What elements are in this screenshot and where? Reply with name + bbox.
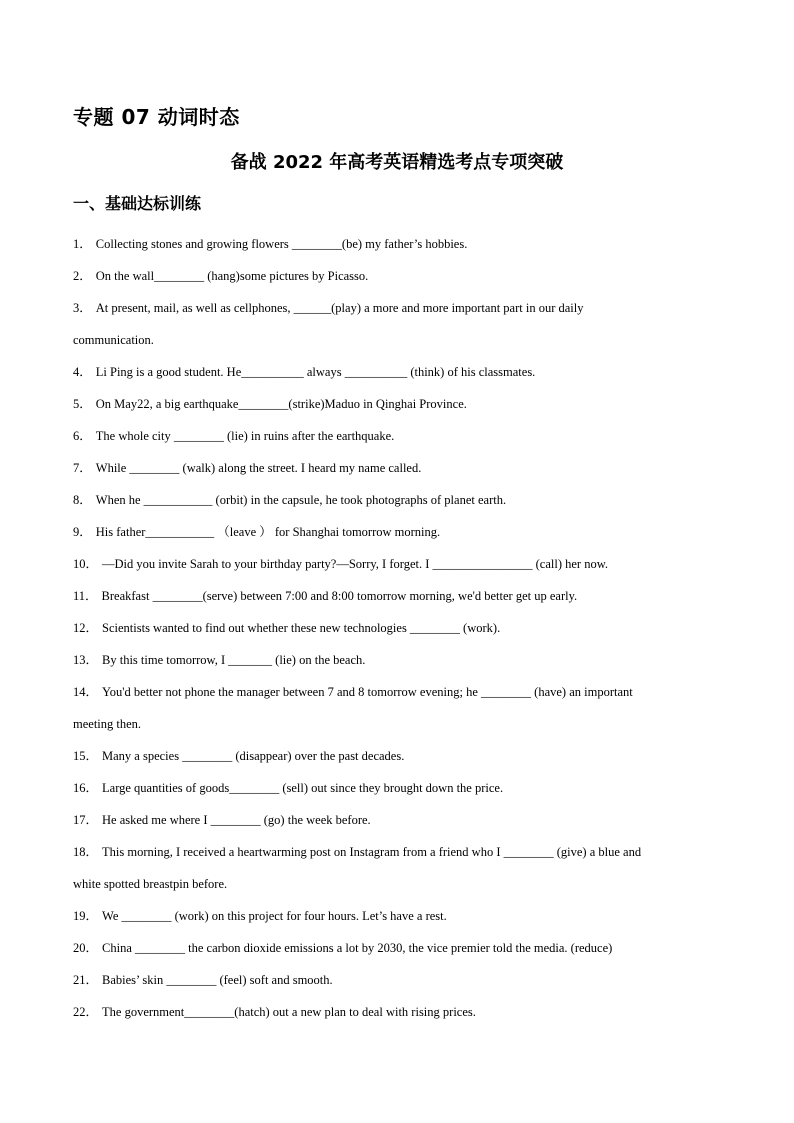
question-text: He asked me where I ________ (go) the week before. xyxy=(102,813,371,827)
question-number: 22． xyxy=(73,1005,99,1019)
question-continuation: meeting then. xyxy=(73,717,142,731)
question-number: 18． xyxy=(73,845,99,859)
question-item xyxy=(73,644,713,676)
question-item xyxy=(73,932,713,964)
question-continuation: white spotted breastpin before. xyxy=(73,877,228,891)
question-item xyxy=(73,804,713,836)
question-text: You'd better not phone the manager between 7 and 8 tomorrow evening; he ________ (have) an important xyxy=(102,685,633,699)
question-text: His father___________ （leave ） for Shanghai tomorrow morning. xyxy=(95,525,441,539)
question-item xyxy=(73,260,713,292)
question-item xyxy=(73,964,713,996)
question-text: Many a species ________ (disappear) over the past decades. xyxy=(102,749,405,763)
question-number: 19． xyxy=(73,909,99,923)
question-text: Scientists wanted to find out whether these new technologies ________ (work). xyxy=(102,621,501,635)
question-item xyxy=(73,740,713,772)
question-number: 9． xyxy=(73,525,92,539)
question-item xyxy=(73,228,713,260)
question-item xyxy=(73,772,713,804)
question-number: 16． xyxy=(73,781,99,795)
question-text: —Did you invite Sarah to your birthday party?—Sorry, I forget. I ________________ (call) her now. xyxy=(102,557,609,571)
question-text: Collecting stones and growing flowers ________(be) my father’s hobbies. xyxy=(95,237,468,251)
question-item xyxy=(73,452,713,484)
question-item xyxy=(73,484,713,516)
question-text: Large quantities of goods________ (sell) out since they brought down the price. xyxy=(102,781,504,795)
question-text: Li Ping is a good student. He__________ always __________ (think) of his classmates. xyxy=(95,365,536,379)
question-text: The government________(hatch) out a new plan to deal with rising prices. xyxy=(102,1005,476,1019)
question-text: While ________ (walk) along the street. I heard my name called. xyxy=(95,461,422,475)
question-number: 12． xyxy=(73,621,99,635)
question-number: 13． xyxy=(73,653,99,667)
question-item xyxy=(73,676,713,708)
question-item xyxy=(73,356,713,388)
question-text: The whole city ________ (lie) in ruins after the earthquake. xyxy=(95,429,395,443)
question-text: This morning, I received a heartwarming post on Instagram from a friend who I ________ (give) a blue and xyxy=(102,845,642,859)
question-number: 17． xyxy=(73,813,99,827)
question-item xyxy=(73,996,713,1028)
question-number: 15． xyxy=(73,749,99,763)
page-subtitle: 备战 2022 年高考英语精选考点专项突破 xyxy=(230,152,564,173)
question-item xyxy=(73,580,713,612)
question-text: On May22, a big earthquake________(strike)Maduo in Qinghai Province. xyxy=(95,397,467,411)
question-number: 3． xyxy=(73,301,92,315)
question-text: On the wall________ (hang)some pictures by Picasso. xyxy=(95,269,369,283)
question-number: 6． xyxy=(73,429,92,443)
question-number: 5． xyxy=(73,397,92,411)
question-number: 1． xyxy=(73,237,92,251)
question-text: China ________ the carbon dioxide emissions a lot by 2030, the vice premier told the media. (reduce) xyxy=(102,941,613,955)
question-number: 21． xyxy=(73,973,99,987)
question-number: 2． xyxy=(73,269,92,283)
question-item xyxy=(73,900,713,932)
question-number: 4． xyxy=(73,365,92,379)
question-item xyxy=(73,388,713,420)
question-text: Babies’ skin ________ (feel) soft and smooth. xyxy=(102,973,333,987)
question-item xyxy=(73,836,713,868)
question-list xyxy=(73,228,713,1028)
question-item xyxy=(73,612,713,644)
question-item xyxy=(73,516,713,548)
section-heading: 一、基础达标训练 xyxy=(73,194,202,213)
question-number: 11． xyxy=(73,589,98,603)
question-item xyxy=(73,420,713,452)
question-text: By this time tomorrow, I _______ (lie) on the beach. xyxy=(102,653,366,667)
question-text: Breakfast ________(serve) between 7:00 and 8:00 tomorrow morning, we'd better get up early. xyxy=(101,589,578,603)
question-continuation: communication. xyxy=(73,333,154,347)
question-number: 10． xyxy=(73,557,99,571)
question-item xyxy=(73,548,713,580)
question-text: When he ___________ (orbit) in the capsule, he took photographs of planet earth. xyxy=(95,493,507,507)
question-number: 7． xyxy=(73,461,92,475)
question-text: We ________ (work) on this project for four hours. Let’s have a rest. xyxy=(102,909,447,923)
question-number: 14． xyxy=(73,685,99,699)
page-title: 专题 07 动词时态 xyxy=(73,105,240,129)
question-number: 8． xyxy=(73,493,92,507)
question-text: At present, mail, as well as cellphones, ______(play) a more and more important part in our daily xyxy=(95,301,584,315)
question-item xyxy=(73,292,713,324)
question-number: 20． xyxy=(73,941,99,955)
